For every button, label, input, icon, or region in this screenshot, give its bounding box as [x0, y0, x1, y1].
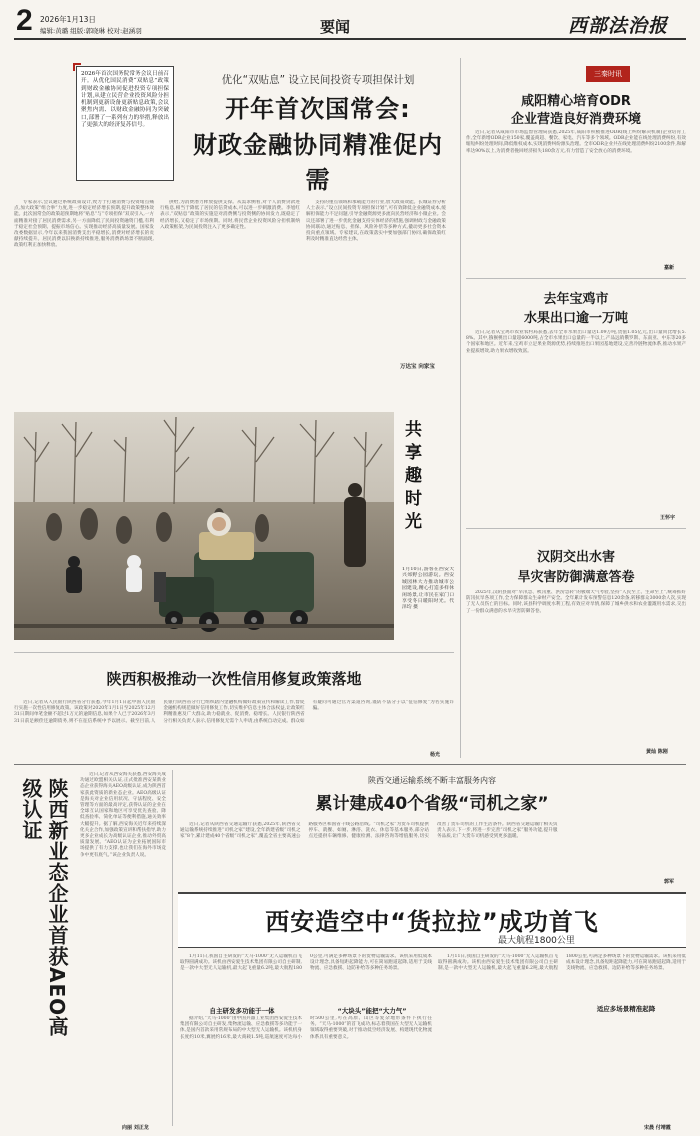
lead-col-2-text: 供给,为消费潜力释放提供支撑。从需求侧看,对个人消费贷款进行贴息,相当于降低了居民的信贷成本,可以进一步刺激消费。李旭红表示,“双贴息”政策的实施是对消费侧与投资侧的协同发力,既稳定了经济增长,又稳定了市场预期。同时,将民营企业投资风险分担机制纳入政策框架,为民间投资注入了更多确定性。	[160, 200, 300, 230]
summary-text: 2026年首次国务院常务会议日前召开。从优化国民消费“双贴息”政策到财政金融协同促进投资专项担保计划,从建立民营企业投资风险分担机制到更新设备更新贴息政策,会议聚焦内需、以财政金融协同为突破口,部署了一系列有力的举措,释放出了更强大的经济复苏信号。	[81, 71, 169, 129]
section-tag: 三秦时讯	[586, 66, 630, 82]
lead-col-1	[14, 200, 154, 400]
right-article1-title2: 企业营造良好消费环境	[510, 112, 641, 127]
paper-logo: 西部法治报	[568, 15, 669, 37]
right-article3-body	[466, 590, 686, 750]
summary-corner	[73, 63, 81, 71]
cargo-signature: 宋晨 付靖霞	[644, 1125, 671, 1131]
editor-credits: 编辑:黄璐 组版:郭晓琳 校对:赵涵羽	[40, 27, 142, 35]
lead-title-line1: 开年首次国常会:	[225, 95, 411, 123]
traffic-title: 累计建成40个省级“司机之家”	[315, 794, 549, 814]
right-article2-text: 近日,记者从宝鸡市农业农村局获悉,去年全市水果出口量达1.09万吨,货值1.05亿元,出口量同比增长5.8%。其中,猕猴桃出口量超6000吨,占全市水果出口总量的一半以上,产品远销俄罗斯、东南亚、中东等20多个国家和地区。近年来,宝鸡市立足果业资源优势,持续推进出口果园基地建设,完善冷链物流体系,推动水果产业提质增效,助力果农增收致富。	[466, 330, 686, 354]
masthead-rule	[14, 38, 686, 40]
cargo-body-b-text: 1月11日,我国自主研发的“天马-1000”无人运输机首飞取得圆满成功。该机由西安爱生技术集团有限公司自主研制,是一款中大型无人运输机,最大起飞重量6.2吨,最大航程1800公里,可满足多种场景下的货物运输需求。该机采用低成本设计理念,具备短距起降能力,可在简易跑道起降,适用于支线物流、应急救援、边防补给等多种任务场景。	[438, 954, 686, 972]
lead-col-3	[306, 200, 446, 330]
cargo-subtitle: 最大航程1800公里	[498, 936, 575, 946]
traffic-body	[180, 822, 686, 884]
mid-body	[14, 700, 454, 756]
right-article2-title1: 去年宝鸡市	[543, 292, 609, 307]
right-article1-text: 近日,记者从咸阳市市场监督管理局获悉,2025年,咸阳市积极推进ODR(线上纠纷解决机制)企业培育工作,全年新增ODR企业150家,覆盖商超、餐饮、家电、汽车等多个领域。ODR企业能在线处理消费纠纷,有效缩短纠纷处理时间,降低维权成本,实现消费纠纷源头治理。全市ODR企业共在线处理消费纠纷2100余件,和解率达90%以上,为消费者挽回经济损失180余万元,有力营造了安全放心的消费环境。	[466, 130, 686, 154]
photo-scene	[14, 412, 394, 640]
right-article2-title2: 水果出口逾一万吨	[523, 311, 628, 326]
photo-stamp	[400, 420, 446, 555]
mid-text: 近日,记者从人民银行陕西省分行获悉,今年1月1日起中国人民银行实施一次性信用修复政策。该政策对2020年1月1日至2025年12月31日期间单笔金额不超过1万元的逾期信息,如果个人已于2026年3月31日前足额偿还逾期债务,则不在征信系统中予以展示。截至目前,人民银行陕西省分行已组织辖内金融机构做好政策宣传和解读工作,督促金融机构规范做好信用修复工作,切实维护信息主体合法权益,让政策红利精准惠及广大群众,助力稳就业、促消费、稳增长。人民银行陕西省分行相关负责人表示,信用修复无需个人申请,由系统自动完成。群众如有疑问可通过官方渠道咨询,谨防不法分子以“征信修复”为名实施诈骗。	[14, 700, 454, 724]
vertical-body	[80, 772, 166, 1122]
mid-signature: 杨光	[430, 752, 441, 758]
issue-date: 2026年1月13日	[40, 15, 96, 24]
vertical-signature: 向丽 刘正龙	[122, 1125, 149, 1131]
lead-col-2	[160, 200, 300, 400]
vertical-text: 近日,记者从西安海关获悉,西安海关成功通过欧盟相关认证,正式批准西安某新业态企业获得海关AEO高级认证,成为陕西首家获此资质的新业态企业。AEO高级认证是海关对企业信用状况、守法程度、安全管理等方面的最高评定,获得认证的企业在全球互认国家和地区可享受优先查验、降低查验率、简化单证等便利措施,通关效率大幅提升。据了解,西安海关近年来持续深化关企合作,加强政策宣讲和帮扶指导,助力更多企业成长为高级认证企业,推动外贸高质量发展。“AEO认证为企业拓展国际市场提供了有力支撑,也让我们在海外市场竞争中更有底气。”该企业负责人说。	[80, 772, 166, 858]
cargo-body-a-text: 据介绍,“天马-1000”由中国兵器工业集团西安爱生技术集团有限公司自主研发,集物流运输、应急救援等多功能于一体,是国内首款采用常规布局的中大型无人运输机。该机机身长度约10米,翼展约16米,最大商载1.5吨,巡航速度可达每小时500公里,可在高原、山区等复杂地形条件下执行任务。“天马-1000”的首飞成功,标志着我国在大型无人运输机领域取得重要突破,对于推动低空经济发展、构建现代化物流体系具有重要意义。	[180, 1016, 432, 1040]
right-rule-1	[466, 278, 686, 279]
vertical-title: 陕西新业态企业首获AEO高级认证	[19, 778, 69, 1038]
cargo-lead	[180, 954, 432, 1004]
right-article3-title1: 汉阴交出水害	[536, 550, 615, 565]
cargo-subhead-1: 自主研发多功能于一体	[209, 1007, 275, 1015]
mid-title: 陕西积极推动一次性信用修复政策落地	[106, 670, 362, 688]
lead-col-3-text: 支持的重点领域和承载能力的行业,放大政策效能。长城证券分析人士表示,“设立民间投资专项担保计划”,可有效降低企业融资成本,缓解担保能力不足问题,引导金融资源更多流向民营经济和小微企业。会议还部署了进一步优化金融支持实体经济的措施,强调财政与金融政策协同联动,通过贴息、担保、风险补偿等多种方式,撬动更多社会资本投向重点领域。专家建议,在政策落实中要加强部门协同,确保政策红利及时精准直达经营主体。	[306, 200, 446, 243]
cargo-subhead-2: “大块头”能把“大力气”	[337, 1007, 407, 1015]
right-article2-body	[466, 330, 686, 520]
right-rule-2	[466, 528, 686, 529]
section-name: 要闻	[320, 18, 351, 36]
lead-col-1-text: 专家表示,会议通过系统政策设计,致力于打通消费与投资堵点痛点,加大政策“组合拳”力度,进一步稳定经济增长预期,提升政策整体效能。此次国常会的政策超预期地将“贴息”与“专项担保”双双引入,一方面精准对接了居民消费需求,另一方面降低了民间投资融资门槛,有利于稳定社会预期、提振市场信心。实现推动经济高质量发展。国家发改委数据显示,今年以来我国消费支出平稳增长,消费对经济增长的贡献持续提升。居民消费以旧换新持续推进,服务消费新场景不断涌现,政策红利正加快释放。	[14, 200, 154, 249]
lead-kicker: 优化“双贴息” 设立民间投资专项担保计划	[221, 74, 415, 86]
cargo-subhead-3: 适应多场景精准起降	[596, 1005, 656, 1013]
right-article1-title1: 咸阳精心培育ODR	[521, 94, 631, 109]
cargo-title-box	[178, 892, 686, 948]
mid-bottom-rule	[14, 764, 686, 765]
traffic-kicker: 陕西交通运输系统不断丰富服务内容	[368, 776, 496, 785]
photo-stamp-text: 共享趣时光	[401, 420, 421, 535]
right-article3-title2: 旱灾害防御满意答卷	[517, 570, 635, 585]
right-article1-signature: 嘉新	[664, 265, 675, 271]
right-article1-body	[466, 130, 686, 270]
cargo-lead-text: 1月11日,我国自主研发的“天马-1000”无人运输机首飞取得圆满成功。该机由西安爱生技术集团有限公司自主研制,是一款中大型无人运输机,最大起飞重量6.2吨,最大航程1800公里,可满足多种场景下的货物运输需求。该机采用低成本设计理念,具备短距起降能力,可在简易跑道起降,适用于支线物流、应急救援、边防补给等多种任务场景。	[180, 954, 432, 972]
right-article2-signature: 王怀宇	[660, 515, 676, 521]
traffic-signature: 郭军	[664, 879, 675, 885]
summary-box	[76, 66, 174, 181]
traffic-text: 近日,记者从陕西省交通运输厅获悉,2025年,陕西省交通运输系统持续推进“司机之家”建设,全年新建省级“司机之家”8个,累计建成40个省级“司机之家”,覆盖全省主要高速公路服务区和国省干线公路沿线。“司机之家”为货车司机提供停车、就餐、如厕、淋浴、洗衣、休息等基本服务,部分站点还提供车辆维修、健康检测、法律咨询等增值服务,切实改善了货车司机的工作生活条件。陕西省交通运输厅相关负责人表示,下一步,将进一步完善“司机之家”服务功能,提升服务品质,让广大货车司机感受到更多温暖。	[180, 822, 558, 840]
cargo-body-b	[438, 954, 686, 1120]
cargo-body-a	[180, 1016, 432, 1126]
mid-top-rule	[14, 652, 454, 653]
lead-title-line2: 财政金融协同精准促内需	[193, 131, 443, 194]
vertical-rule	[172, 770, 173, 1126]
news-photo	[14, 412, 394, 640]
vertical-title-box	[18, 778, 74, 1038]
photo-caption: 1月10日,游客在西安大兴郊野公园游玩。西安城园林大力推动城市公园建设,精心打造多样休闲场景,让市民在家门口享受冬日暖阳时光。代泽均 摄	[402, 567, 454, 611]
page-number: 2	[16, 4, 33, 37]
right-col-rule	[460, 58, 461, 758]
cargo-title: 西安造空中“货拉拉”成功首飞	[265, 908, 599, 936]
author-credit: 万达宝 向家宝	[400, 364, 435, 370]
right-article3-text: 2025年,汉阴县面对“早汛急、秋汛重、洪涝急转”的极端天气考验,坚持“人民至上、生命至上”,统筹抓好防汛抗旱各项工作,全力保障群众生命财产安全。全年累计发布预警信息120余条,转移群众3000余人次,实现了无人员伤亡的目标。同时,该县科学调度水利工程,有效应对旱情,保障了城乡供水和农业灌溉用水需求,交出了一份群众满意的水旱灾害防御答卷。	[466, 590, 686, 614]
right-article3-signature: 黄灿 陈刚	[646, 749, 668, 755]
